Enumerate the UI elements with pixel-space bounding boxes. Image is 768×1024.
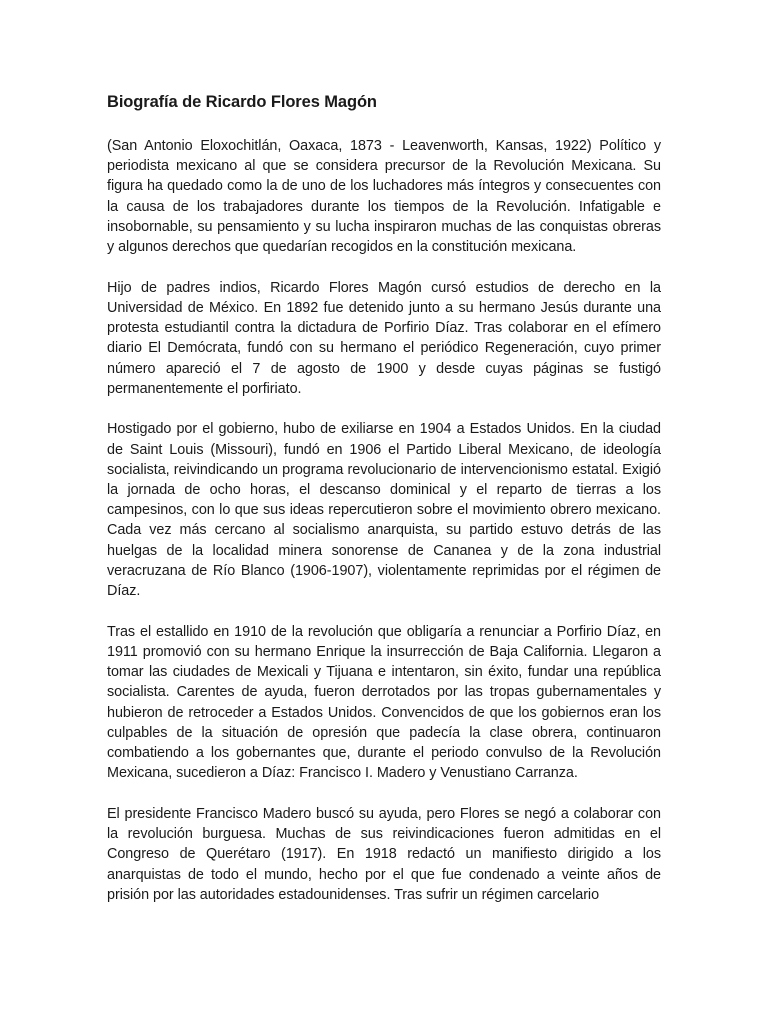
document-page xyxy=(107,91,661,905)
paragraph-intro: (San Antonio Eloxochitlán, Oaxaca, 1873 - Leavenworth, Kansas, 1922) Político y periodista mexicano al que se considera precursor de la Revolución Mexicana. Su figura ha quedado como la de uno de los luchadores más íntegros y consecuentes con la causa de los trabajadores durante los tiempos de la Revolución. Infatigable e insobornable, su pensamiento y su lucha inspiraron muchas de las conquistas obreras y algunos derechos que quedarían recogidos en la constitución mexicana. xyxy=(107,138,661,256)
paragraph-revolution: Tras el estallido en 1910 de la revolución que obligaría a renunciar a Porfirio Díaz, en 1911 promovió con su hermano Enrique la insurrección de Baja California. Llegaron a tomar las ciudades de Mexicali y Tijuana e intentaron, sin éxito, fundar una república socialista. Carentes de ayuda, fueron derrotados por las tropas gubernamentales y hubieron de retroceder a Estados Unidos. Convencidos de que los gobiernos eran los culpables de la situación de opresión que padecía la clase obrera, continuaron combatiendo a los gobernantes que, durante el periodo convulso de la Revolución Mexicana, sucedieron a Díaz: Francisco I. Madero y Venustiano Carranza. xyxy=(107,623,661,782)
paragraph-exile: Hostigado por el gobierno, hubo de exiliarse en 1904 a Estados Unidos. En la ciudad de Saint Louis (Missouri), fundó en 1906 el Partido Liberal Mexicano, de ideología socialista, reivindicando un programa revolucionario de intervencionismo estatal. Exigió la jornada de ocho horas, el descanso dominical y el reparto de tierras a los campesinos, con lo que sus ideas repercutieron sobre el movimiento obrero mexicano. Cada vez más cercano al socialismo anarquista, su partido estuvo detrás de las huelgas de la localidad minera sonorense de Cananea y de la zona industrial veracruzana de Río Blanco (1906-1907), violentamente reprimidas por el régimen de Díaz. xyxy=(107,421,661,600)
document-title: Biografía de Ricardo Flores Magón xyxy=(107,93,377,111)
paragraph-early-life: Hijo de padres indios, Ricardo Flores Magón cursó estudios de derecho en la Universidad de México. En 1892 fue detenido junto a su hermano Jesús durante una protesta estudiantil contra la dictadura de Porfirio Díaz. Tras colaborar en el efímero diario El Demócrata, fundó con su hermano el periódico Regeneración, cuyo primer número apareció el 7 de agosto de 1900 y desde cuyas páginas se fustigó permanentemente el porfiriato. xyxy=(107,279,661,397)
paragraph-imprisonment: El presidente Francisco Madero buscó su ayuda, pero Flores se negó a colaborar con la revolución burguesa. Muchas de sus reivindicaciones fueron admitidas en el Congreso de Querétaro (1917). En 1918 redactó un manifiesto dirigido a los anarquistas de todo el mundo, hecho por el que fue condenado a veinte años de prisión por las autoridades estadounidenses. Tras sufrir un régimen carcelario xyxy=(107,805,661,903)
